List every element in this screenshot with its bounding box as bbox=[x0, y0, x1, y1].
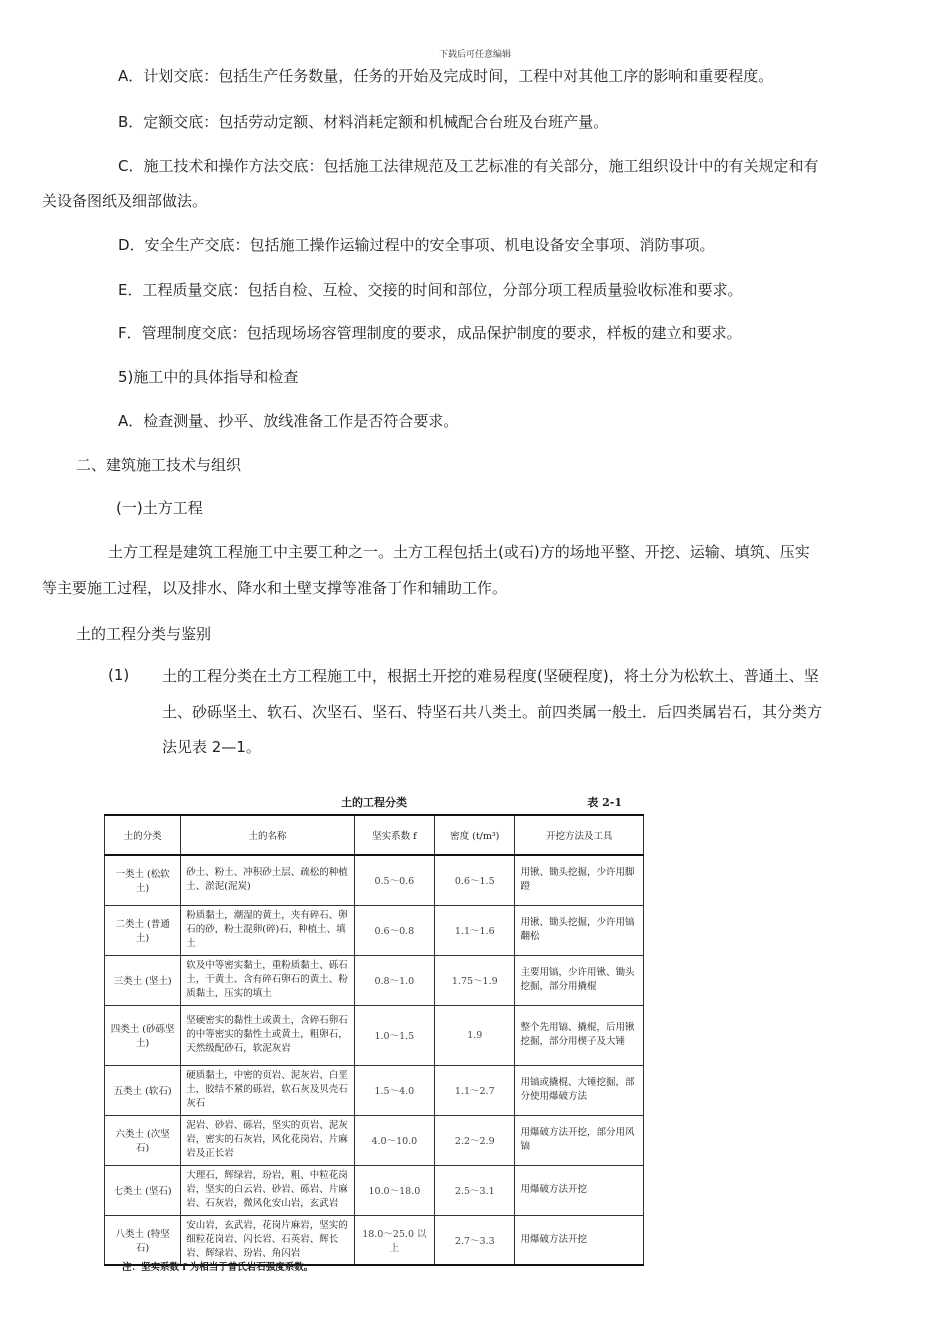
cell-density: 2.7～3.3 bbox=[435, 1215, 515, 1265]
cell-firmness-coefficient: 1.0～1.5 bbox=[354, 1005, 434, 1065]
cell-excavation-method: 用爆破方法开挖 bbox=[515, 1215, 644, 1265]
cell-excavation-method: 用镐或撬棍、大锤挖掘，部分使用爆破方法 bbox=[515, 1065, 644, 1115]
cell-firmness-coefficient: 0.6～0.8 bbox=[354, 905, 434, 955]
cell-excavation-method: 用锹、锄头挖掘，少许用镐翻松 bbox=[515, 905, 644, 955]
cell-soil-class: 八类土 (特坚石) bbox=[105, 1215, 181, 1265]
header-firmness-coefficient: 坚实系数 f bbox=[354, 815, 434, 855]
header-density: 密度 (t/m³) bbox=[435, 815, 515, 855]
list-item-number: (1) bbox=[108, 666, 130, 684]
paragraph-technique-disclosure-line2: 关设备图纸及细部做法。 bbox=[42, 192, 208, 210]
page-header: 下载后可任意编辑 bbox=[438, 50, 511, 60]
cell-soil-class: 四类土 (砂砾坚土) bbox=[105, 1005, 181, 1065]
cell-soil-class: 五类土 (软石) bbox=[105, 1065, 181, 1115]
paragraph-earthwork-intro-line1: 土方工程是建筑工程施工中主要工种之一。土方工程包括土(或石)方的场地平整、开挖、运输、填筑、压实 bbox=[108, 543, 810, 561]
cell-firmness-coefficient: 1.5～4.0 bbox=[354, 1065, 434, 1115]
subheading-guidance-inspection: 5)施工中的具体指导和检查 bbox=[118, 368, 299, 386]
table-row bbox=[105, 905, 644, 955]
table-row bbox=[105, 1115, 644, 1165]
header-soil-name: 土的名称 bbox=[181, 815, 354, 855]
table-row bbox=[105, 855, 644, 905]
list-item-line2: 土、砂砾坚土、软石、次坚石、坚石、特坚石共八类土。前四类属一般土．后四类属岩石，其分类方 bbox=[162, 703, 823, 721]
paragraph-management-disclosure: F．管理制度交底：包括现场场容管理制度的要求，成品保护制度的要求，样板的建立和要求。 bbox=[118, 324, 742, 342]
paragraph-quality-disclosure: E．工程质量交底：包括自检、互检、交接的时间和部位，分部分项工程质量验收标准和要求。 bbox=[118, 281, 743, 299]
cell-soil-class: 一类土 (松软土) bbox=[105, 855, 181, 905]
section-heading: 二、建筑施工技术与组织 bbox=[76, 456, 242, 474]
cell-firmness-coefficient: 10.0～18.0 bbox=[354, 1165, 434, 1215]
cell-soil-class: 二类土 (普通土) bbox=[105, 905, 181, 955]
cell-firmness-coefficient: 0.5～0.6 bbox=[354, 855, 434, 905]
paragraph-check-survey: A．检查测量、抄平、放线准备工作是否符合要求。 bbox=[118, 412, 459, 430]
table-number: 表 2-1 bbox=[587, 796, 622, 809]
subsection-heading: (一)土方工程 bbox=[116, 499, 203, 517]
cell-excavation-method: 用爆破方法开挖 bbox=[515, 1165, 644, 1215]
cell-density: 1.1～1.6 bbox=[435, 905, 515, 955]
list-item-line1: 土的工程分类在土方工程施工中，根据土开挖的难易程度(坚硬程度)，将土分为松软土、普通土、坚 bbox=[162, 667, 819, 685]
table-row bbox=[105, 1065, 644, 1115]
cell-excavation-method: 主要用镐，少许用锹、锄头挖掘，部分用撬棍 bbox=[515, 955, 644, 1005]
cell-firmness-coefficient: 4.0～10.0 bbox=[354, 1115, 434, 1165]
cell-soil-name: 坚硬密实的黏性土或黄土，含碎石卵石的中等密实的黏性土或黄土，粗卵石，天然级配砂石，软泥灰岩 bbox=[181, 1005, 354, 1065]
paragraph-technique-disclosure-line1: C．施工技术和操作方法交底：包括施工法律规范及工艺标准的有关部分，施工组织设计中的有关规定和有 bbox=[118, 157, 819, 175]
paragraph-plan-disclosure: A．计划交底：包括生产任务数量，任务的开始及完成时间，工程中对其他工序的影响和重要程度。 bbox=[118, 67, 774, 85]
paragraph-earthwork-intro-line2: 等主要施工过程，以及排水、降水和土壁支撑等准备丁作和辅助工作。 bbox=[42, 579, 508, 597]
soil-classification-table-figure bbox=[104, 784, 644, 1274]
cell-excavation-method: 用锹、锄头挖掘，少许用脚蹬 bbox=[515, 855, 644, 905]
paragraph-safety-disclosure: D．安全生产交底：包括施工操作运输过程中的安全事项、机电设备安全事项、消防事项。 bbox=[118, 236, 715, 254]
cell-soil-name: 大理石，辉绿岩，玢岩，粗、中粒花岗岩，坚实的白云岩、砂岩、砾岩、片麻岩、石灰岩，微风化安山岩，玄武岩 bbox=[181, 1165, 354, 1215]
header-soil-class: 土的分类 bbox=[105, 815, 181, 855]
cell-soil-class: 三类土 (坚土) bbox=[105, 955, 181, 1005]
soil-classification-table bbox=[104, 814, 644, 1266]
cell-soil-name: 砂土、粉土、冲积砂土层、疏松的种植土、淤泥(泥炭) bbox=[181, 855, 354, 905]
cell-density: 0.6～1.5 bbox=[435, 855, 515, 905]
table-row bbox=[105, 1165, 644, 1215]
cell-density: 1.9 bbox=[435, 1005, 515, 1065]
cell-soil-class: 六类土 (次坚石) bbox=[105, 1115, 181, 1165]
table-header-row bbox=[105, 815, 644, 855]
cell-soil-name: 安山岩，玄武岩，花岗片麻岩，坚实的细粒花岗岩、闪长岩、石英岩、辉长岩、辉绿岩、玢岩、角闪岩 bbox=[181, 1215, 354, 1265]
cell-excavation-method: 用爆破方法开挖，部分用风镐 bbox=[515, 1115, 644, 1165]
cell-soil-name: 硬质黏土，中密的页岩、泥灰岩、白垩土，胶结不紧的砾岩，软石灰及贝壳石灰石 bbox=[181, 1065, 354, 1115]
table-title: 土的工程分类 bbox=[341, 796, 407, 809]
cell-firmness-coefficient: 0.8～1.0 bbox=[354, 955, 434, 1005]
paragraph-quota-disclosure: B．定额交底：包括劳动定额、材料消耗定额和机械配合台班及台班产量。 bbox=[118, 113, 609, 131]
classification-heading: 土的工程分类与鉴别 bbox=[76, 625, 212, 643]
table-row bbox=[105, 1005, 644, 1065]
list-item-line3: 法见表 2—1。 bbox=[162, 738, 261, 756]
cell-soil-name: 软及中等密实黏土，重粉质黏土、砾石土，干黄土、含有碎石卵石的黄土、粉质黏土，压实的填土 bbox=[181, 955, 354, 1005]
cell-density: 1.75～1.9 bbox=[435, 955, 515, 1005]
cell-soil-name: 泥岩、砂岩、砾岩，坚实的页岩、泥灰岩，密实的石灰岩，风化花岗岩、片麻岩及正长岩 bbox=[181, 1115, 354, 1165]
cell-density: 2.2～2.9 bbox=[435, 1115, 515, 1165]
cell-firmness-coefficient: 18.0～25.0 以上 bbox=[354, 1215, 434, 1265]
cell-density: 2.5～3.1 bbox=[435, 1165, 515, 1215]
table-note: 注：坚实系数 f 为相当于普氏岩石强度系数。 bbox=[122, 1262, 314, 1273]
cell-soil-class: 七类土 (坚石) bbox=[105, 1165, 181, 1215]
table-row bbox=[105, 955, 644, 1005]
cell-soil-name: 粉质黏土，潮湿的黄土，夹有碎石、卵石的砂，粉土混卵(碎)石，种植土、填土 bbox=[181, 905, 354, 955]
table-row bbox=[105, 1215, 644, 1265]
header-excavation-method: 开挖方法及工具 bbox=[515, 815, 644, 855]
cell-excavation-method: 整个先用镐、撬棍，后用锹挖掘，部分用楔子及大锤 bbox=[515, 1005, 644, 1065]
cell-density: 1.1～2.7 bbox=[435, 1065, 515, 1115]
